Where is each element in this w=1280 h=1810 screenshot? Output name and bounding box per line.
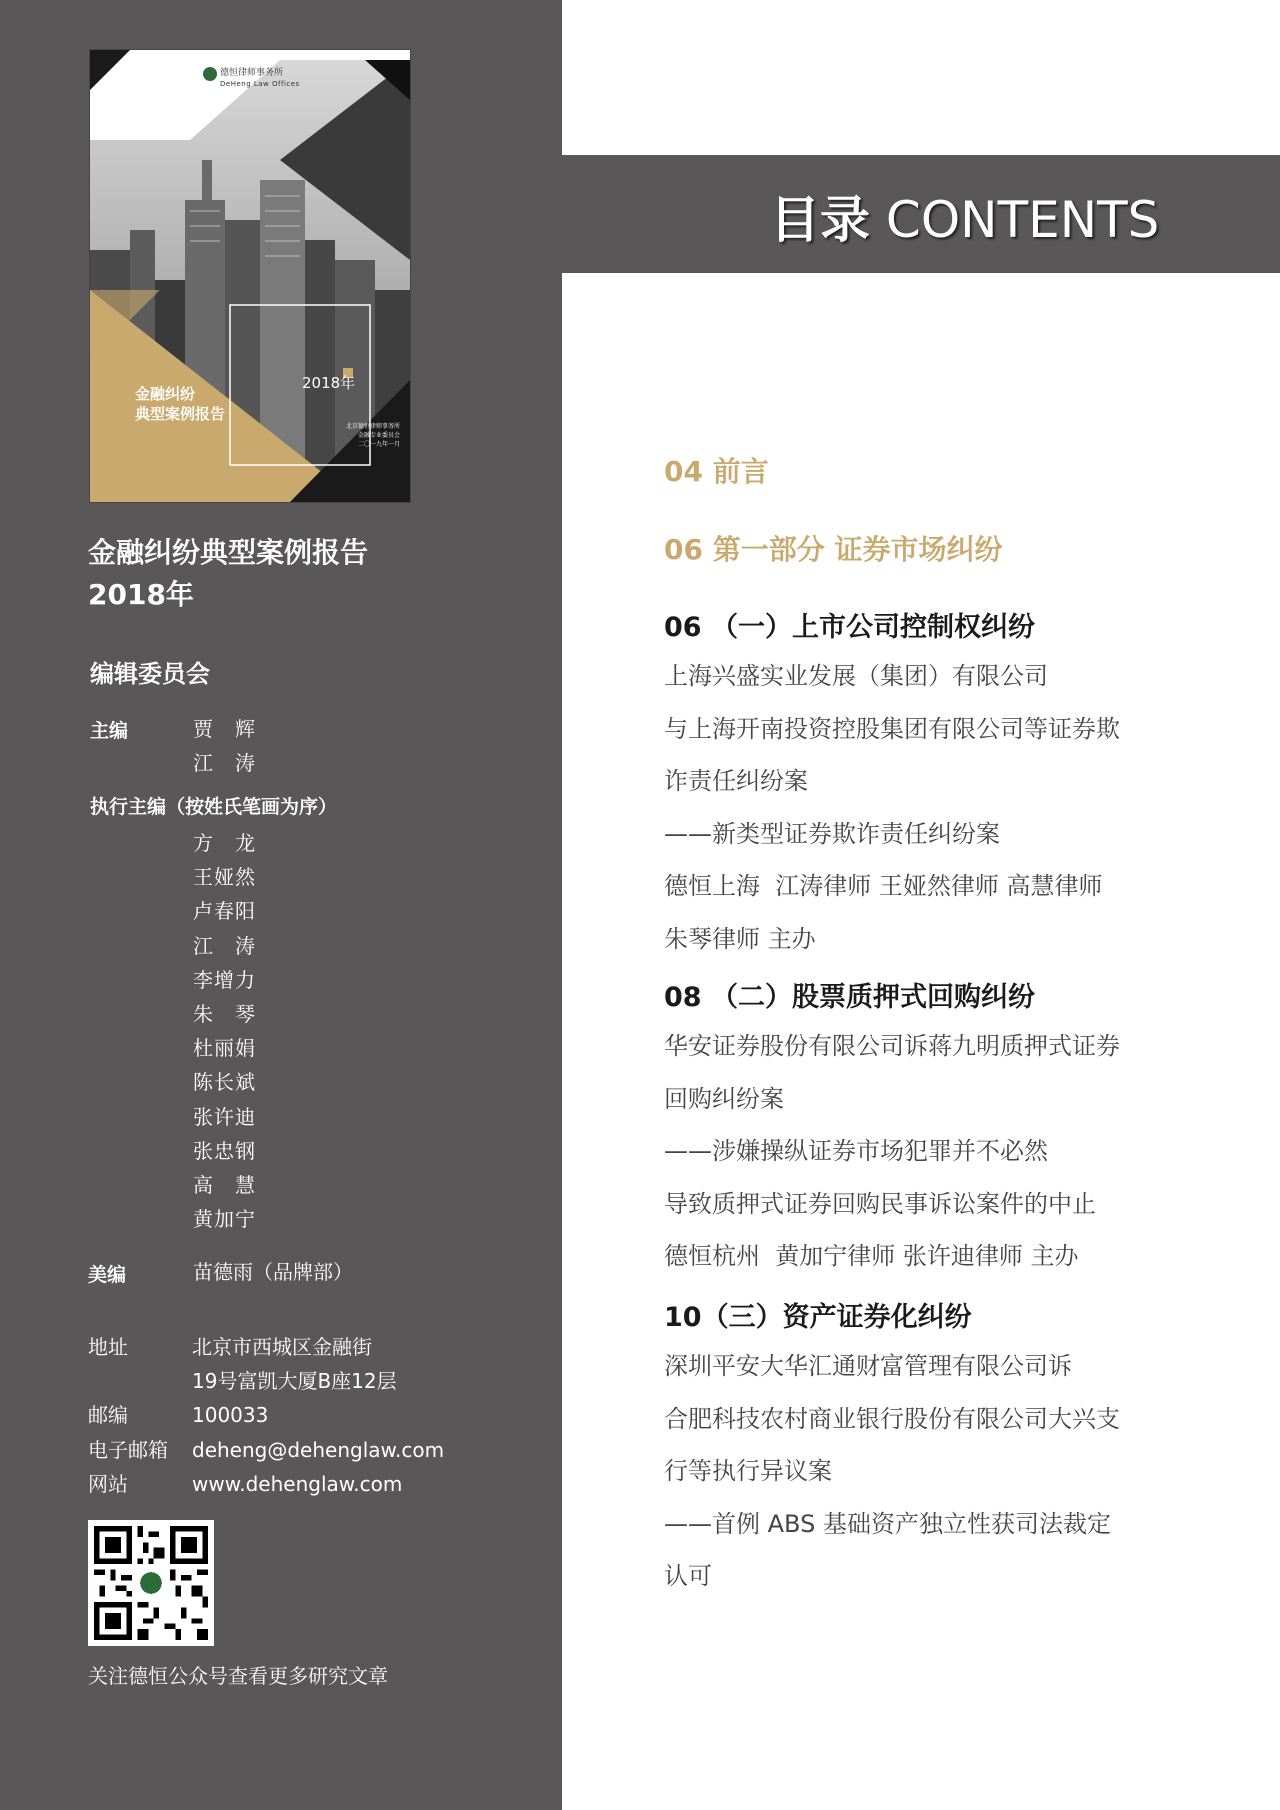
address-label: 地址 (88, 1335, 128, 1359)
toc-line: 导致质押式证券回购民事诉讼案件的中止 (664, 1189, 1096, 1218)
cover-title-line2: 典型案例报告 (135, 405, 226, 423)
toc-line: 与上海开南投资控股集团有限公司等证券欺 (664, 714, 1120, 743)
qr-code-icon (94, 1526, 208, 1640)
cover-org-line3: 二〇一九年一月 (357, 441, 400, 448)
cover-logo-en: DeHeng Law Offices (220, 80, 300, 88)
toc-part1[interactable]: 06 第一部分 证券市场纠纷 (664, 533, 1003, 566)
contact-row-postcode (88, 1398, 444, 1432)
contact-row-website (88, 1467, 444, 1501)
cover-title-line1: 金融纠纷 (135, 385, 196, 403)
toc-section-body (664, 1340, 1204, 1603)
art-label: 美编 (88, 1264, 127, 1286)
website-label: 网站 (88, 1471, 128, 1496)
cover-title (135, 384, 225, 424)
cover-org-line1: 北京德恒律师事务所 (345, 423, 400, 430)
cover-logo (220, 68, 300, 90)
toc-line: 认可 (664, 1562, 712, 1590)
report-title-line2: 2018年 (88, 578, 194, 611)
toc-line: ——涉嫌操纵证券市场犯罪并不必然 (664, 1137, 1048, 1165)
chief-name: 江 涛 (193, 751, 256, 776)
toc-line: 行等执行异议案 (664, 1457, 832, 1485)
report-title (88, 532, 368, 616)
exec-name: 江 涛 (193, 933, 256, 958)
exec-name: 方 龙 (193, 831, 256, 855)
report-title-line1: 金融纠纷典型案例报告 (88, 536, 369, 569)
committee-heading: 编辑委员会 (90, 660, 210, 688)
toc-section-title[interactable]: 10（三）资产证券化纠纷 (664, 1302, 972, 1333)
exec-name: 张忠钢 (193, 1138, 256, 1163)
postcode-value: 100033 (192, 1403, 269, 1428)
toc-line: ——首例 ABS 基础资产独立性获司法裁定 (664, 1509, 1111, 1538)
contact-row-address2 (88, 1364, 444, 1398)
contact-row-address (88, 1330, 444, 1364)
toc-line: 回购纠纷案 (664, 1084, 784, 1113)
art-name: 苗德雨（品牌部） (193, 1260, 353, 1284)
exec-name: 李增力 (193, 967, 256, 992)
cover-org-line2: 金融专业委员会 (357, 432, 400, 439)
email-link[interactable]: deheng@dehenglaw.com (192, 1437, 445, 1462)
address-line2: 19号富凯大厦B座12层 (192, 1369, 397, 1394)
chief-names (193, 712, 256, 780)
toc-section-title[interactable]: 06 （一）上市公司控制权纠纷 (664, 612, 1035, 643)
website-link[interactable]: www.dehenglaw.com (192, 1471, 403, 1496)
address-line1: 北京市西城区金融街 (192, 1335, 372, 1359)
cover-org (320, 422, 400, 449)
email-label: 电子邮箱 (88, 1437, 168, 1462)
exec-name: 张许迪 (193, 1104, 256, 1129)
exec-name: 黄加宁 (193, 1207, 256, 1232)
exec-name: 朱 琴 (193, 1002, 256, 1027)
toc-line: 德恒杭州 黄加宁律师 张许迪律师 主办 (664, 1242, 1079, 1270)
toc-section-title[interactable]: 08 （二）股票质押式回购纠纷 (664, 982, 1035, 1013)
toc-section-body (664, 1020, 1204, 1283)
toc-line: 上海兴盛实业发展（集团）有限公司 (664, 662, 1048, 690)
chief-label: 主编 (90, 720, 129, 742)
contents-heading (770, 180, 1159, 252)
toc-line: ——新类型证券欺诈责任纠纷案 (664, 819, 1000, 848)
follow-caption: 关注德恒公众号查看更多研究文章 (88, 1664, 388, 1688)
toc-line: 诈责任纠纷案 (664, 767, 808, 795)
toc-preface[interactable]: 04 前言 (664, 455, 769, 488)
qr-code (88, 1520, 214, 1646)
toc-section-body (664, 650, 1204, 965)
exec-names (193, 826, 256, 1236)
toc-line: 德恒上海 江涛律师 王娅然律师 高慧律师 (664, 872, 1103, 900)
exec-name: 杜丽娟 (193, 1036, 256, 1061)
contact-info (88, 1330, 444, 1501)
toc-line: 合肥科技农村商业银行股份有限公司大兴支 (664, 1404, 1120, 1433)
postcode-label: 邮编 (88, 1403, 128, 1428)
cover-image (90, 50, 410, 502)
exec-name: 卢春阳 (193, 899, 256, 924)
toc-line: 深圳平安大华汇通财富管理有限公司诉 (664, 1352, 1072, 1380)
exec-label: 执行主编（按姓氏笔画为序） (90, 796, 338, 818)
exec-name: 王娅然 (193, 865, 256, 890)
left-panel (0, 0, 562, 1810)
toc-line: 华安证券股份有限公司诉蒋九明质押式证券 (664, 1032, 1120, 1060)
exec-name: 陈长斌 (193, 1070, 256, 1095)
contents-heading-cn: 目录 (770, 191, 870, 249)
exec-name: 高 慧 (193, 1173, 256, 1198)
cover-year: 2018年 (302, 374, 356, 392)
chief-name: 贾 辉 (193, 717, 256, 741)
toc-line: 朱琴律师 主办 (664, 924, 816, 953)
contact-row-email (88, 1433, 444, 1467)
cover-logo-cn: 德恒律师事务所 (220, 68, 284, 78)
contents-heading-en: CONTENTS (885, 191, 1160, 249)
